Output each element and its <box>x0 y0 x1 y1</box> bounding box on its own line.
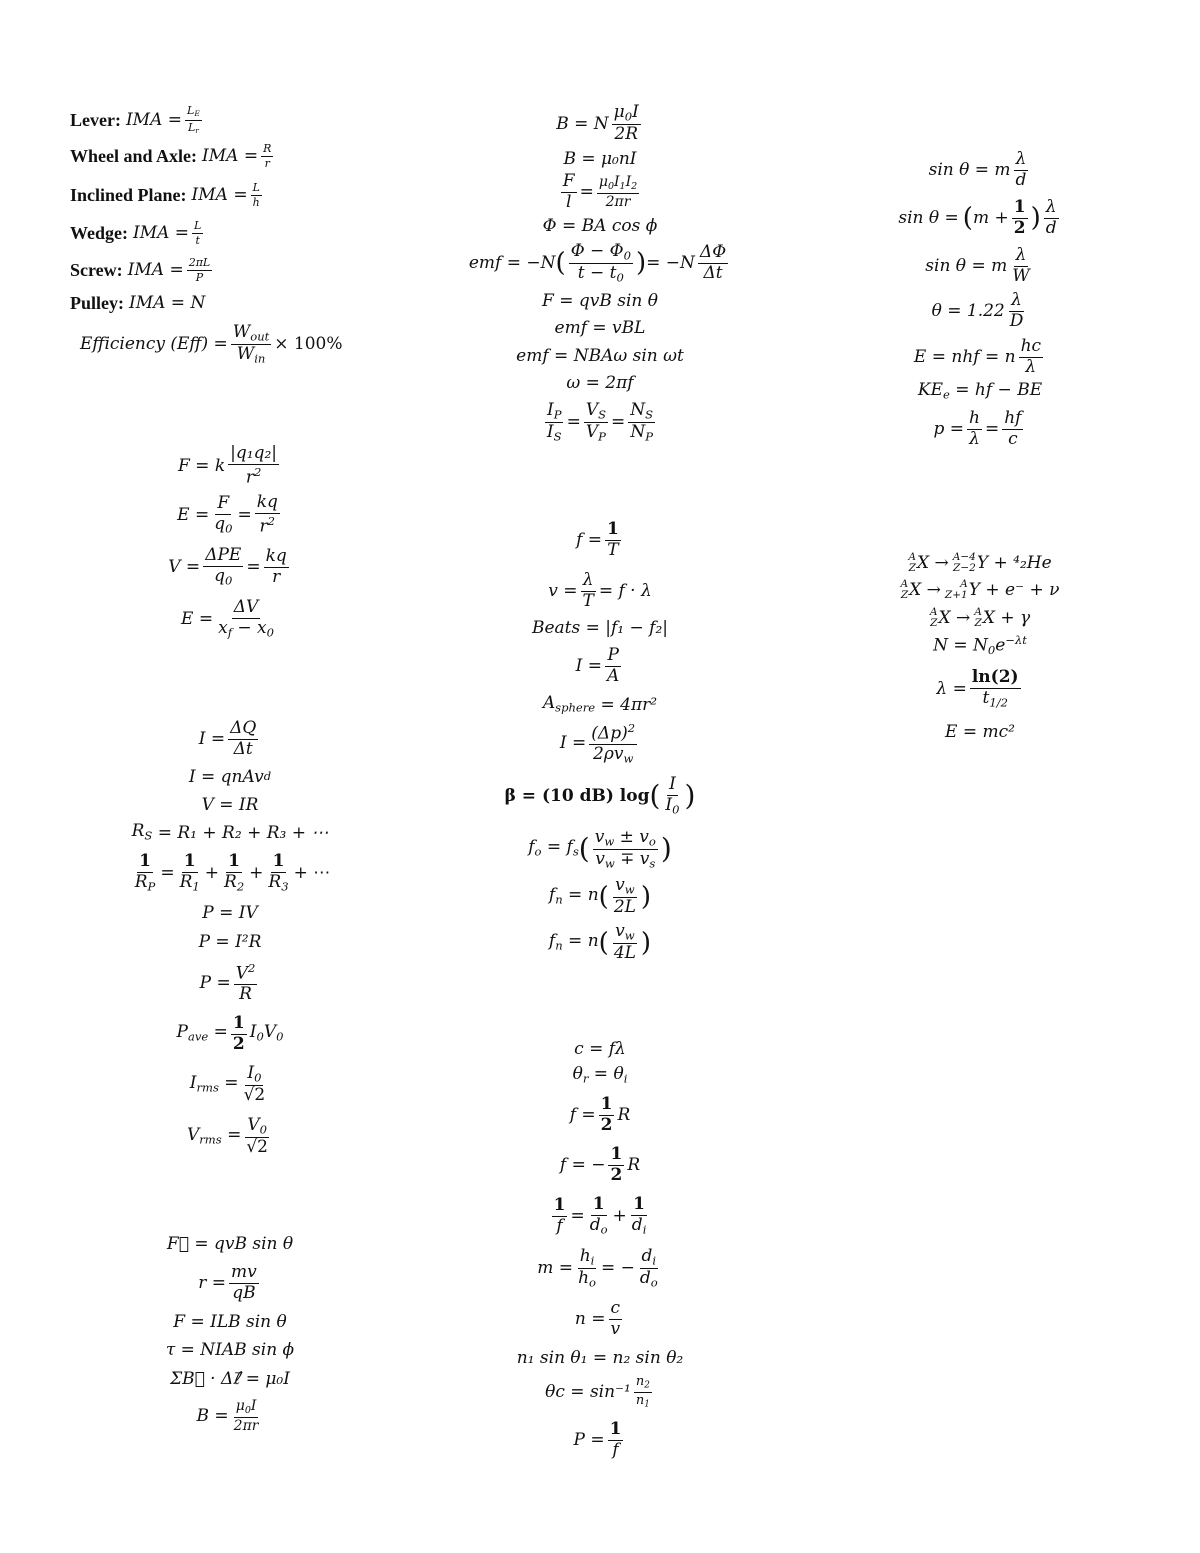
label-screw: Screw: <box>70 260 123 280</box>
eq-ampere: ΣB⃗ · Δℓ⃗ = μ₀I <box>170 1368 290 1389</box>
eq-photon-energy: E = nhf = n $\frac{hc}{\lambda}$ <box>913 335 1042 377</box>
label-lever: Lever: <box>70 110 121 130</box>
eq-solenoid: B = μ₀nI <box>563 148 637 169</box>
eq-gamma-decay: A Z X → A Z X + γ <box>929 606 1031 629</box>
eq-sound-intensity: I = $\frac{(\Delta p)^2}{2\rho v_w}$ <box>559 720 636 766</box>
eq-omega: ω = 2πf <box>566 372 634 393</box>
eq-sphere-area: $A_{sphere}$ = 4πr² <box>542 693 658 715</box>
simple-machines-block <box>70 104 400 370</box>
label-wedge: Wedge: <box>70 223 128 243</box>
magnetism-block <box>470 100 730 448</box>
eq-lever: Lever: IMA = $\frac{L_E}{L_r}$ <box>70 104 200 135</box>
eq-magnification: m = $\frac{h_i}{h_o}$ = − $\frac{d_i}{d_o}$ <box>537 1245 658 1289</box>
eq-photoelectric: $KE_e$ = hf − BE <box>917 380 1043 402</box>
eq-reflection: $\theta_r = \theta_i$ <box>572 1064 628 1086</box>
eq-thin-lens: $\frac{1}{f}$ = $\frac{1}{d_o}$ + $\frac{1}{d_i}$ <box>553 1194 647 1237</box>
eq-wire-force: F = ILB sin θ <box>173 1311 287 1332</box>
eq-transformer: $\frac{I_P}{I_S}$ = $\frac{V_S}{V_P}$ = $\frac{N_S}{N_P}$ <box>546 399 654 443</box>
label-pulley: Pulley: <box>70 293 124 313</box>
eq-flux: Φ = BA cos ϕ <box>542 215 658 236</box>
eq-mass-energy: E = mc² <box>945 721 1015 742</box>
eq-potential: V = $\frac{\text{ΔPE}}{q_0}$ = $\frac{kq}{r}$ <box>168 545 287 588</box>
optics-block <box>480 1036 720 1468</box>
eq-bright-fringe: sin θ = m $\frac{\lambda}{d}$ <box>928 148 1027 190</box>
modern-physics-block <box>870 148 1090 454</box>
eq-beta-decay: A Z X → A Z+1 Y + e⁻ + ν <box>900 578 1060 601</box>
eq-light-speed: c = fλ <box>574 1038 626 1059</box>
eq-wheel-axle: Wheel and Axle: IMA = $\frac{R}{r}$ <box>70 141 272 170</box>
eq-wedge: Wedge: IMA = $\frac{L}{t}$ <box>70 218 202 247</box>
eq-screw: Screw: IMA = $\frac{2\pi L}{P}$ <box>70 255 211 284</box>
eq-torque: τ = NIAB sin ϕ <box>165 1339 295 1360</box>
eq-wave-speed: v = $\frac{\lambda}{T}$ = f · λ <box>548 569 652 611</box>
eq-intensity: I = $\frac{P}{A}$ <box>575 644 620 686</box>
eq-inclined-plane: Inclined Plane: IMA = $\frac{L}{h}$ <box>70 180 260 209</box>
eq-parallel-wires: $\frac{F}{l}$ = $\frac{\mu_0I_1I_2}{2\pi r}$ <box>562 170 638 212</box>
eq-critical-angle: θc = sin⁻¹ $\frac{n_2}{n_1}$ <box>545 1373 650 1410</box>
label-inclined-plane: Inclined Plane: <box>70 185 187 205</box>
eq-snell: n₁ sin θ₁ = n₂ sin θ₂ <box>516 1347 684 1368</box>
eq-alpha-decay: A Z X → A−4 Z−2 Y + ⁴₂He <box>908 551 1052 574</box>
electrostatics-block <box>120 443 340 645</box>
eq-generator: emf = NBAω sin ωt <box>516 345 684 366</box>
eq-vrms: $V_{rms}$ = $\frac{V_0}{√2}$ <box>187 1115 268 1157</box>
eq-irms: $I_{rms}$ = $\frac{I_0}{√2}$ <box>189 1063 266 1105</box>
eq-faraday: emf = −N ( $\frac{\Phi - \Phi_0}{t - t_0}$ ) = −N $\frac{\Delta\Phi}{\Delta t}$ <box>468 240 727 284</box>
eq-beats: Beats = |f₁ − f₂| <box>531 617 669 638</box>
eq-coulomb: F = k $\frac{\text{|q₁q₂|}}{r^2}$ <box>177 442 277 488</box>
eq-mirror-convex: f = − $\frac{1}{2}$ R <box>559 1143 641 1185</box>
eq-parallel: $\frac{1}{R_P}$ = $\frac{1}{R_1}$ + $\frac{1}{R_2}$ + $\frac{1}{R_3}$ + ⋯ <box>134 851 331 894</box>
eq-lorentz: F = qvB sin θ <box>542 290 658 311</box>
eq-series: $R_S$ = R₁ + R₂ + R₃ + ⋯ <box>131 821 329 843</box>
eq-rayleigh: θ = 1.22 $\frac{\lambda}{D}$ <box>931 289 1024 331</box>
eq-field-gradient: E = $\frac{\Delta V}{x_f - x_0}$ <box>181 597 274 640</box>
eq-magnetic-force: F⃗ = qvB sin θ <box>166 1233 294 1254</box>
nuclear-block <box>870 550 1090 746</box>
eq-decibel: β = (10 dB) log ( $\frac{I}{I_0}$ ) <box>504 774 696 817</box>
eq-electric-field: E = $\frac{F}{q_0}$ = $\frac{kq}{r^2}$ <box>177 491 278 537</box>
eq-photon-momentum: p = $\frac{h}{\lambda}$ = $\frac{hf}{c}$ <box>933 407 1022 449</box>
eq-ohm: V = IR <box>201 794 259 815</box>
eq-motional-emf: emf = vBL <box>554 317 646 338</box>
eq-single-slit: sin θ = m $\frac{\lambda}{W}$ <box>925 244 1030 286</box>
eq-decay-law: $N = N_0e^{-\lambda t}$ <box>933 633 1027 658</box>
eq-refractive-index: n = $\frac{c}{v}$ <box>574 1297 621 1339</box>
circuits-block <box>100 715 360 1163</box>
eq-frequency: f = $\frac{1}{T}$ <box>576 518 619 560</box>
magnetic-force-block <box>110 1230 350 1438</box>
eq-pulley: Pulley: IMA = N <box>70 292 206 313</box>
eq-power-v2r: P = $\frac{V^2}{R}$ <box>199 960 256 1005</box>
eq-drift: I = qnAv d <box>188 766 272 787</box>
eq-closed-pipe: $f_n = n$ ( $\frac{v_w}{4L}$ ) <box>548 921 652 963</box>
eq-decay-constant: λ = $\frac{\ln(2)}{t_{1/2}}$ <box>936 667 1019 710</box>
eq-current: I = $\frac{\Delta Q}{\Delta t}$ <box>198 717 257 759</box>
label-wheel-axle: Wheel and Axle: <box>70 146 198 166</box>
eq-open-pipe: $f_n = n$ ( $\frac{v_w}{2L}$ ) <box>548 875 652 917</box>
eq-efficiency: Efficiency (Eff) = $\frac{W_{out}}{W_{in}}$ × 100% <box>80 321 343 365</box>
eq-power-average: $P_{ave}$ = $\frac{1}{2}$ $I_0V_0$ <box>176 1012 284 1054</box>
eq-mirror-concave: f = $\frac{1}{2}$ R <box>569 1093 631 1135</box>
waves-block <box>480 514 720 966</box>
eq-power-iv: P = IV <box>202 902 258 923</box>
eq-doppler: $f_o = f_s$ ( $\frac{v_w \pm v_o}{v_w \mp v_s}$ ) <box>528 826 672 870</box>
eq-dark-fringe: sin θ = ( m + $\frac{1}{2}$ ) $\frac{\lambda}{d}$ <box>898 196 1057 238</box>
eq-lens-power: P = $\frac{1}{f}$ <box>573 1418 622 1460</box>
eq-radius: r = $\frac{mv}{qB}$ <box>198 1261 257 1303</box>
eq-wire-field: B = $\frac{\mu_0I}{2\pi r}$ <box>196 1397 259 1434</box>
eq-power-i2r: P = I²R <box>198 931 262 952</box>
eq-loop-field: B = N $\frac{\mu_0I}{2R}$ <box>556 102 639 144</box>
